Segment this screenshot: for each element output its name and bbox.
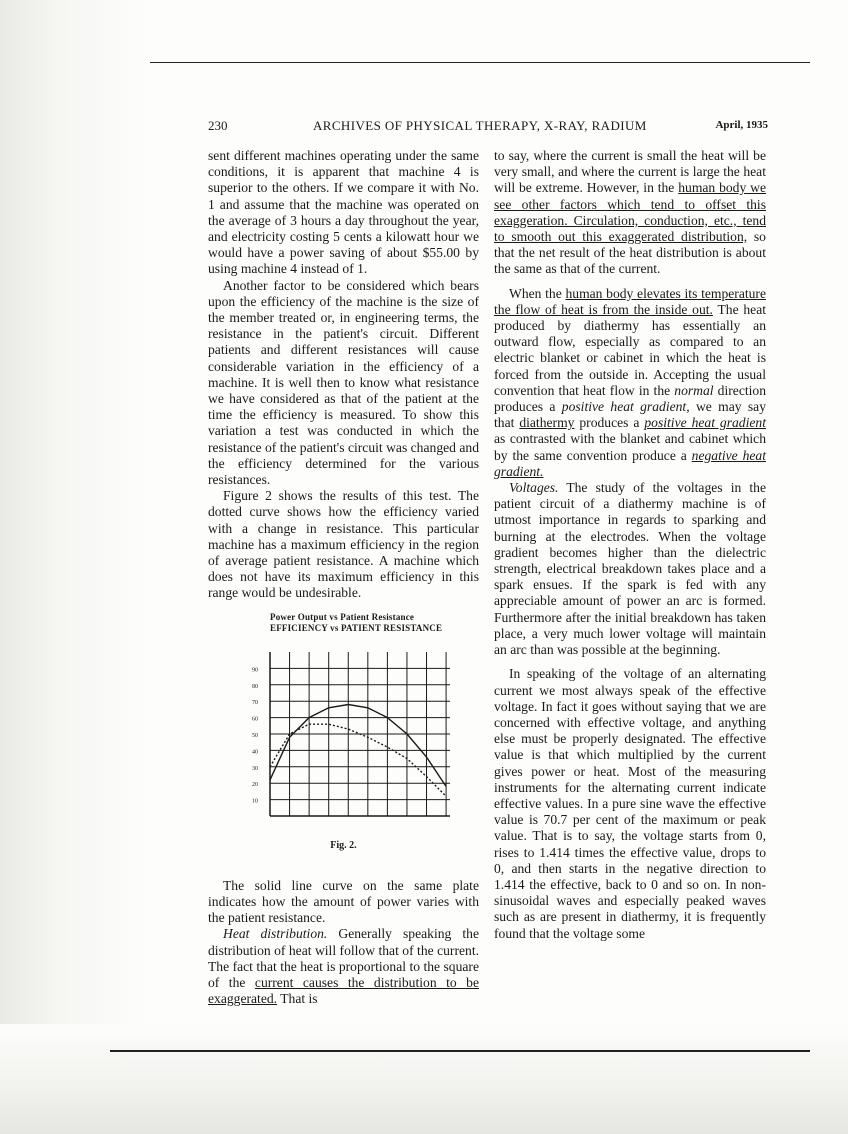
tick-label: 20 <box>252 781 258 788</box>
efficiency-curve <box>270 724 446 796</box>
text-run: That is <box>277 991 318 1007</box>
paragraph <box>494 480 766 658</box>
paragraph: Figure 2 shows the results of this test. The dotted curve shows how the efficiency varied with a change in resistance. This particular machine has a maximum efficiency in the region of average patient resistance. A machine which does not have its maximum efficiency in this range would be undesirable. <box>208 488 479 601</box>
figure-title <box>270 612 442 634</box>
power-curve <box>270 704 446 786</box>
italic-text: negative heat gradient. <box>494 447 766 479</box>
figure-title-line-1: Power Output vs Patient Resistance <box>270 611 415 622</box>
text-run: When the <box>509 285 566 301</box>
paragraph <box>494 286 766 480</box>
italic-text: normal <box>674 382 714 398</box>
running-header <box>208 118 768 134</box>
right-column <box>494 148 766 942</box>
tick-label: 10 <box>252 798 258 805</box>
text-run: as contrasted with the blanket and cabinet which by the same convention produce a <box>494 431 766 463</box>
text-run: so that the net result of the heat distribution is about the same as that of the current. <box>494 229 766 277</box>
paragraph <box>208 926 479 1007</box>
left-column <box>208 148 479 1007</box>
text-run: produces a <box>574 415 645 431</box>
tick-label: 40 <box>252 749 258 756</box>
paragraph: Another factor to be considered which bears upon the efficiency of the machine is the size of the member treated or, in engineering terms, the resistance in the patient's circuit. Different patients and different resistances will cause considerable variation in the efficiency of a machine. It is well then to know what resistance we have considered as that of the patient at the time the efficiency is measured. To show this variation a test was conducted in which the resistance of the patient's circuit was changed and the efficiency determined for the various resistances. <box>208 277 479 488</box>
efficiency-chart <box>208 632 479 836</box>
page-number: 230 <box>208 118 228 133</box>
scan-top-rule <box>150 62 810 63</box>
tick-label: 90 <box>252 667 258 674</box>
text-run: The study of the voltages in the patient circuit of a diathermy machine is of utmost importance in regards to sparking and burning at the electrodes. When the voltage gradient becomes higher than the dielectric strength, electrical breakdown takes place and a spark ensues. If the spark is fed with any appreciable amount of power an arc is formed. Furthermore after the initial breakdown has taken place, a very much lower voltage will maintain an arc than was possible at the beginning. <box>494 480 766 658</box>
tick-label: 30 <box>252 765 258 772</box>
text-run: we may say that <box>494 399 766 431</box>
tick-label: 70 <box>252 699 258 706</box>
paragraph: In speaking of the voltage of an alternating current we most always speak of the effective voltage. In fact it goes without saying that we are concerned with effective voltage, and anything else must be properly designated. The effective value is that which multiplied by the current gives power or heat. Most of the measuring instruments for the alternating current indicate effective values. In a pure sine wave the effective value is 70.7 per cent of the maximum or peak value. That is to say, the voltage starts from 0, rises to 1.414 times the effective value, drops to 0, and then starts in the negative direction to 1.414 the effective, back to 0 and so on. In non-sinusoidal waves and especially peaked waves such as are present in diathermy, it is frequently found that the voltage some <box>494 666 766 941</box>
italic-text: positive heat gradient, <box>561 399 690 415</box>
paragraph: sent different machines operating under the same conditions, it is apparent that machine 4 is superior to the others. If we compare it with No. 1 and assume that the machine was operated on the average of 3 hours a day throughout the year, and electricity costing 5 cents a kilowatt hour we would have a power saving of about $55.00 by using machine 4 instead of 1. <box>208 148 479 277</box>
underlined-text: human body elevates its temperature the flow of heat is from the inside out. <box>494 285 766 317</box>
text-run: to say, where the current is small the heat will be very small, and where the current is large the heat will be extreme. However, in the <box>494 148 766 196</box>
italic-text: positive heat gradient <box>644 415 766 431</box>
issue-date: April, 1935 <box>715 119 768 131</box>
scan-margin-bottom <box>0 1024 848 1134</box>
figure-caption: Fig. 2. <box>330 839 357 851</box>
underlined-text: diathermy <box>519 415 575 431</box>
scan-bottom-rule <box>110 1050 810 1052</box>
text-run: Generally speaking the distribution of heat will follow that of the current. The fact that the heat is proportional to the square of the <box>208 926 480 990</box>
journal-title: ARCHIVES OF PHYSICAL THERAPY, X-RAY, RADIUM <box>313 118 647 133</box>
tick-label: 80 <box>252 683 258 690</box>
section-heading: Voltages. <box>509 480 559 496</box>
figure-title-line-2: EFFICIENCY vs PATIENT RESISTANCE <box>270 622 443 633</box>
figure-2 <box>208 612 479 870</box>
section-heading: Heat distribution. <box>223 926 328 942</box>
scan-margin-left <box>0 0 150 1134</box>
text-run: direction produces a <box>494 382 767 415</box>
paragraph <box>494 148 766 278</box>
underlined-text: current causes the distribution to be exaggerated. <box>208 974 479 1007</box>
underlined-text: human body we see other factors which tend to offset this exaggeration. Circulation, conduction, etc., tend to smooth out this exaggerated distribution, <box>494 180 766 245</box>
tick-label: 60 <box>252 716 258 723</box>
paragraph: The solid line curve on the same plate indicates how the amount of power varies with the patient resistance. <box>208 877 479 926</box>
tick-label: 50 <box>252 732 258 739</box>
text-run: The heat produced by diathermy has essentially an outward flow, especially as compared to an electric blanket or cabinet in which the heat is forced from the outside in. Accepting the usual convention that heat flow in the <box>494 301 767 398</box>
